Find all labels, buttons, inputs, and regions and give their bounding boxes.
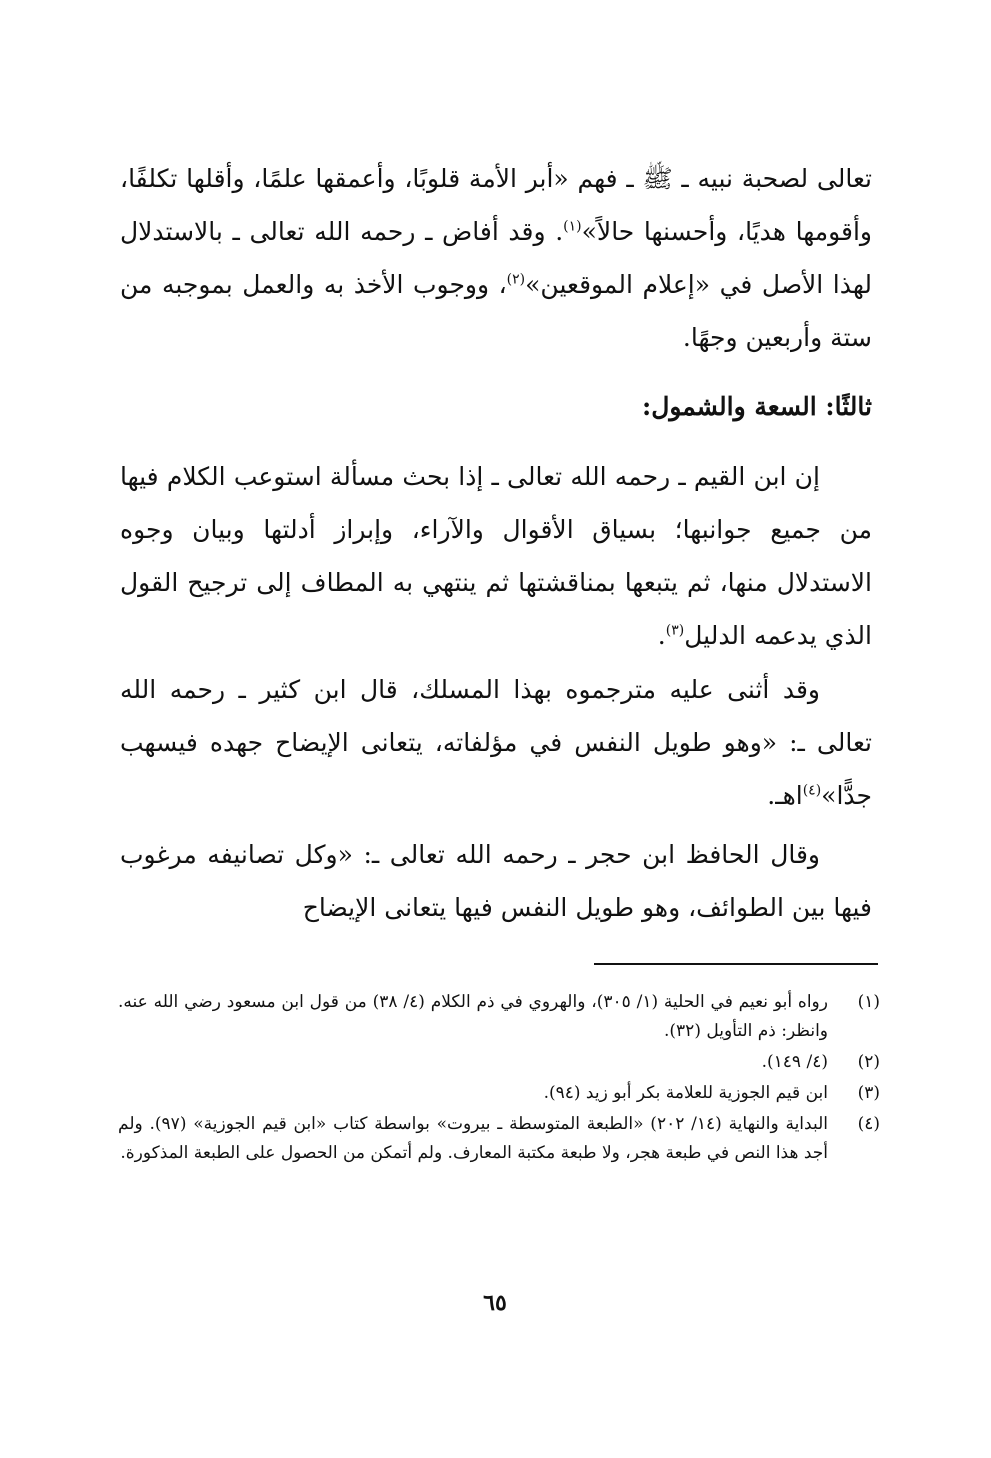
paragraph-2 bbox=[120, 450, 872, 662]
paragraph-1-text-2: . وقد أفاض ـ رحمه الله تعالى ـ بالاستدلال لهذا الأصل في «إعلام الموقعين» bbox=[120, 217, 872, 299]
footnote-4 bbox=[118, 1110, 880, 1168]
footnote-text: ابن قيم الجوزية للعلامة بكر أبو زيد (٩٤). bbox=[543, 1083, 828, 1103]
footnote-number: (٤) bbox=[857, 1114, 880, 1134]
footnote-ref-3: (٣) bbox=[665, 622, 685, 639]
footnote-text: البداية والنهاية (١٤/ ٢٠٢) «الطبعة المتوسطة ـ بيروت» بواسطة كتاب «ابن قيم الجوزية» (٩٧). ولم أجد هذا النص في طبعة هجر، ولا طبعة مكتبة المعارف. ولم أتمكن من الحصول على الطبعة المذكورة. bbox=[118, 1114, 828, 1163]
page-number: ٦٥ bbox=[483, 1290, 507, 1316]
footnote-ref-4: (٤) bbox=[802, 782, 822, 799]
footnote-text: (٤/ ١٤٩). bbox=[761, 1052, 828, 1072]
footnote-1 bbox=[118, 988, 880, 1046]
footnote-text: رواه أبو نعيم في الحلية (١/ ٣٠٥)، والهروي في ذم الكلام (٤/ ٣٨) من قول ابن مسعود رضي الله عنه. وانظر: ذم التأويل (٣٢). bbox=[118, 992, 828, 1041]
footnote-separator bbox=[594, 963, 878, 965]
paragraph-4-text: وقال الحافظ ابن حجر ـ رحمه الله تعالى ـ: «وكل تصانيفه مرغوب فيها بين الطوائف، وهو طويل النفس فيها يتعانى الإيضاح bbox=[120, 840, 872, 922]
footnote-ref-1: (١) bbox=[563, 218, 582, 235]
paragraph-1-text-3: ، ووجوب الأخذ به والعمل بموجبه من ستة وأربعين وجهًا. bbox=[120, 270, 872, 352]
footnotes bbox=[118, 988, 880, 1170]
footnote-ref-2: (٢) bbox=[506, 271, 526, 288]
footnote-number: (٣) bbox=[857, 1083, 880, 1103]
footnote-2 bbox=[118, 1048, 880, 1077]
paragraph-1 bbox=[120, 152, 872, 364]
section-heading: ثالثًا: السعة والشمول: bbox=[641, 392, 872, 421]
footnote-number: (١) bbox=[857, 992, 880, 1012]
paragraph-3-text: وقد أثنى عليه مترجموه بهذا المسلك، قال ابن كثير ـ رحمه الله تعالى ـ: «وهو طويل النفس في مؤلفاته، يتعانى الإيضاح جهده فيسهب جدًّا» bbox=[120, 675, 872, 810]
paragraph-1-text: تعالى لصحبة نبيه ـ ﷺ ـ فهم «أبر الأمة قلوبًا، وأعمقها علمًا، وأقلها تكلفًا، وأقومها هديًا، وأحسنها حالاً» bbox=[120, 164, 873, 246]
paragraph-4 bbox=[120, 828, 872, 934]
paragraph-3 bbox=[120, 663, 872, 822]
paragraph-2-text: إن ابن القيم ـ رحمه الله تعالى ـ إذا بحث مسألة استوعب الكلام فيها من جميع جوانبها؛ بسياق الأقوال والآراء، وإبراز أدلتها وبيان وجوه الاستدلال منها، ثم يتبعها بمناقشتها ثم ينتهي به المطاف إلى ترجيح القول الذي يدعمه الدليل bbox=[120, 462, 872, 650]
paragraph-3-end: اهـ. bbox=[767, 781, 803, 810]
footnote-number: (٢) bbox=[857, 1052, 880, 1072]
paragraph-2-end: . bbox=[657, 621, 666, 650]
footnote-3 bbox=[118, 1079, 880, 1108]
